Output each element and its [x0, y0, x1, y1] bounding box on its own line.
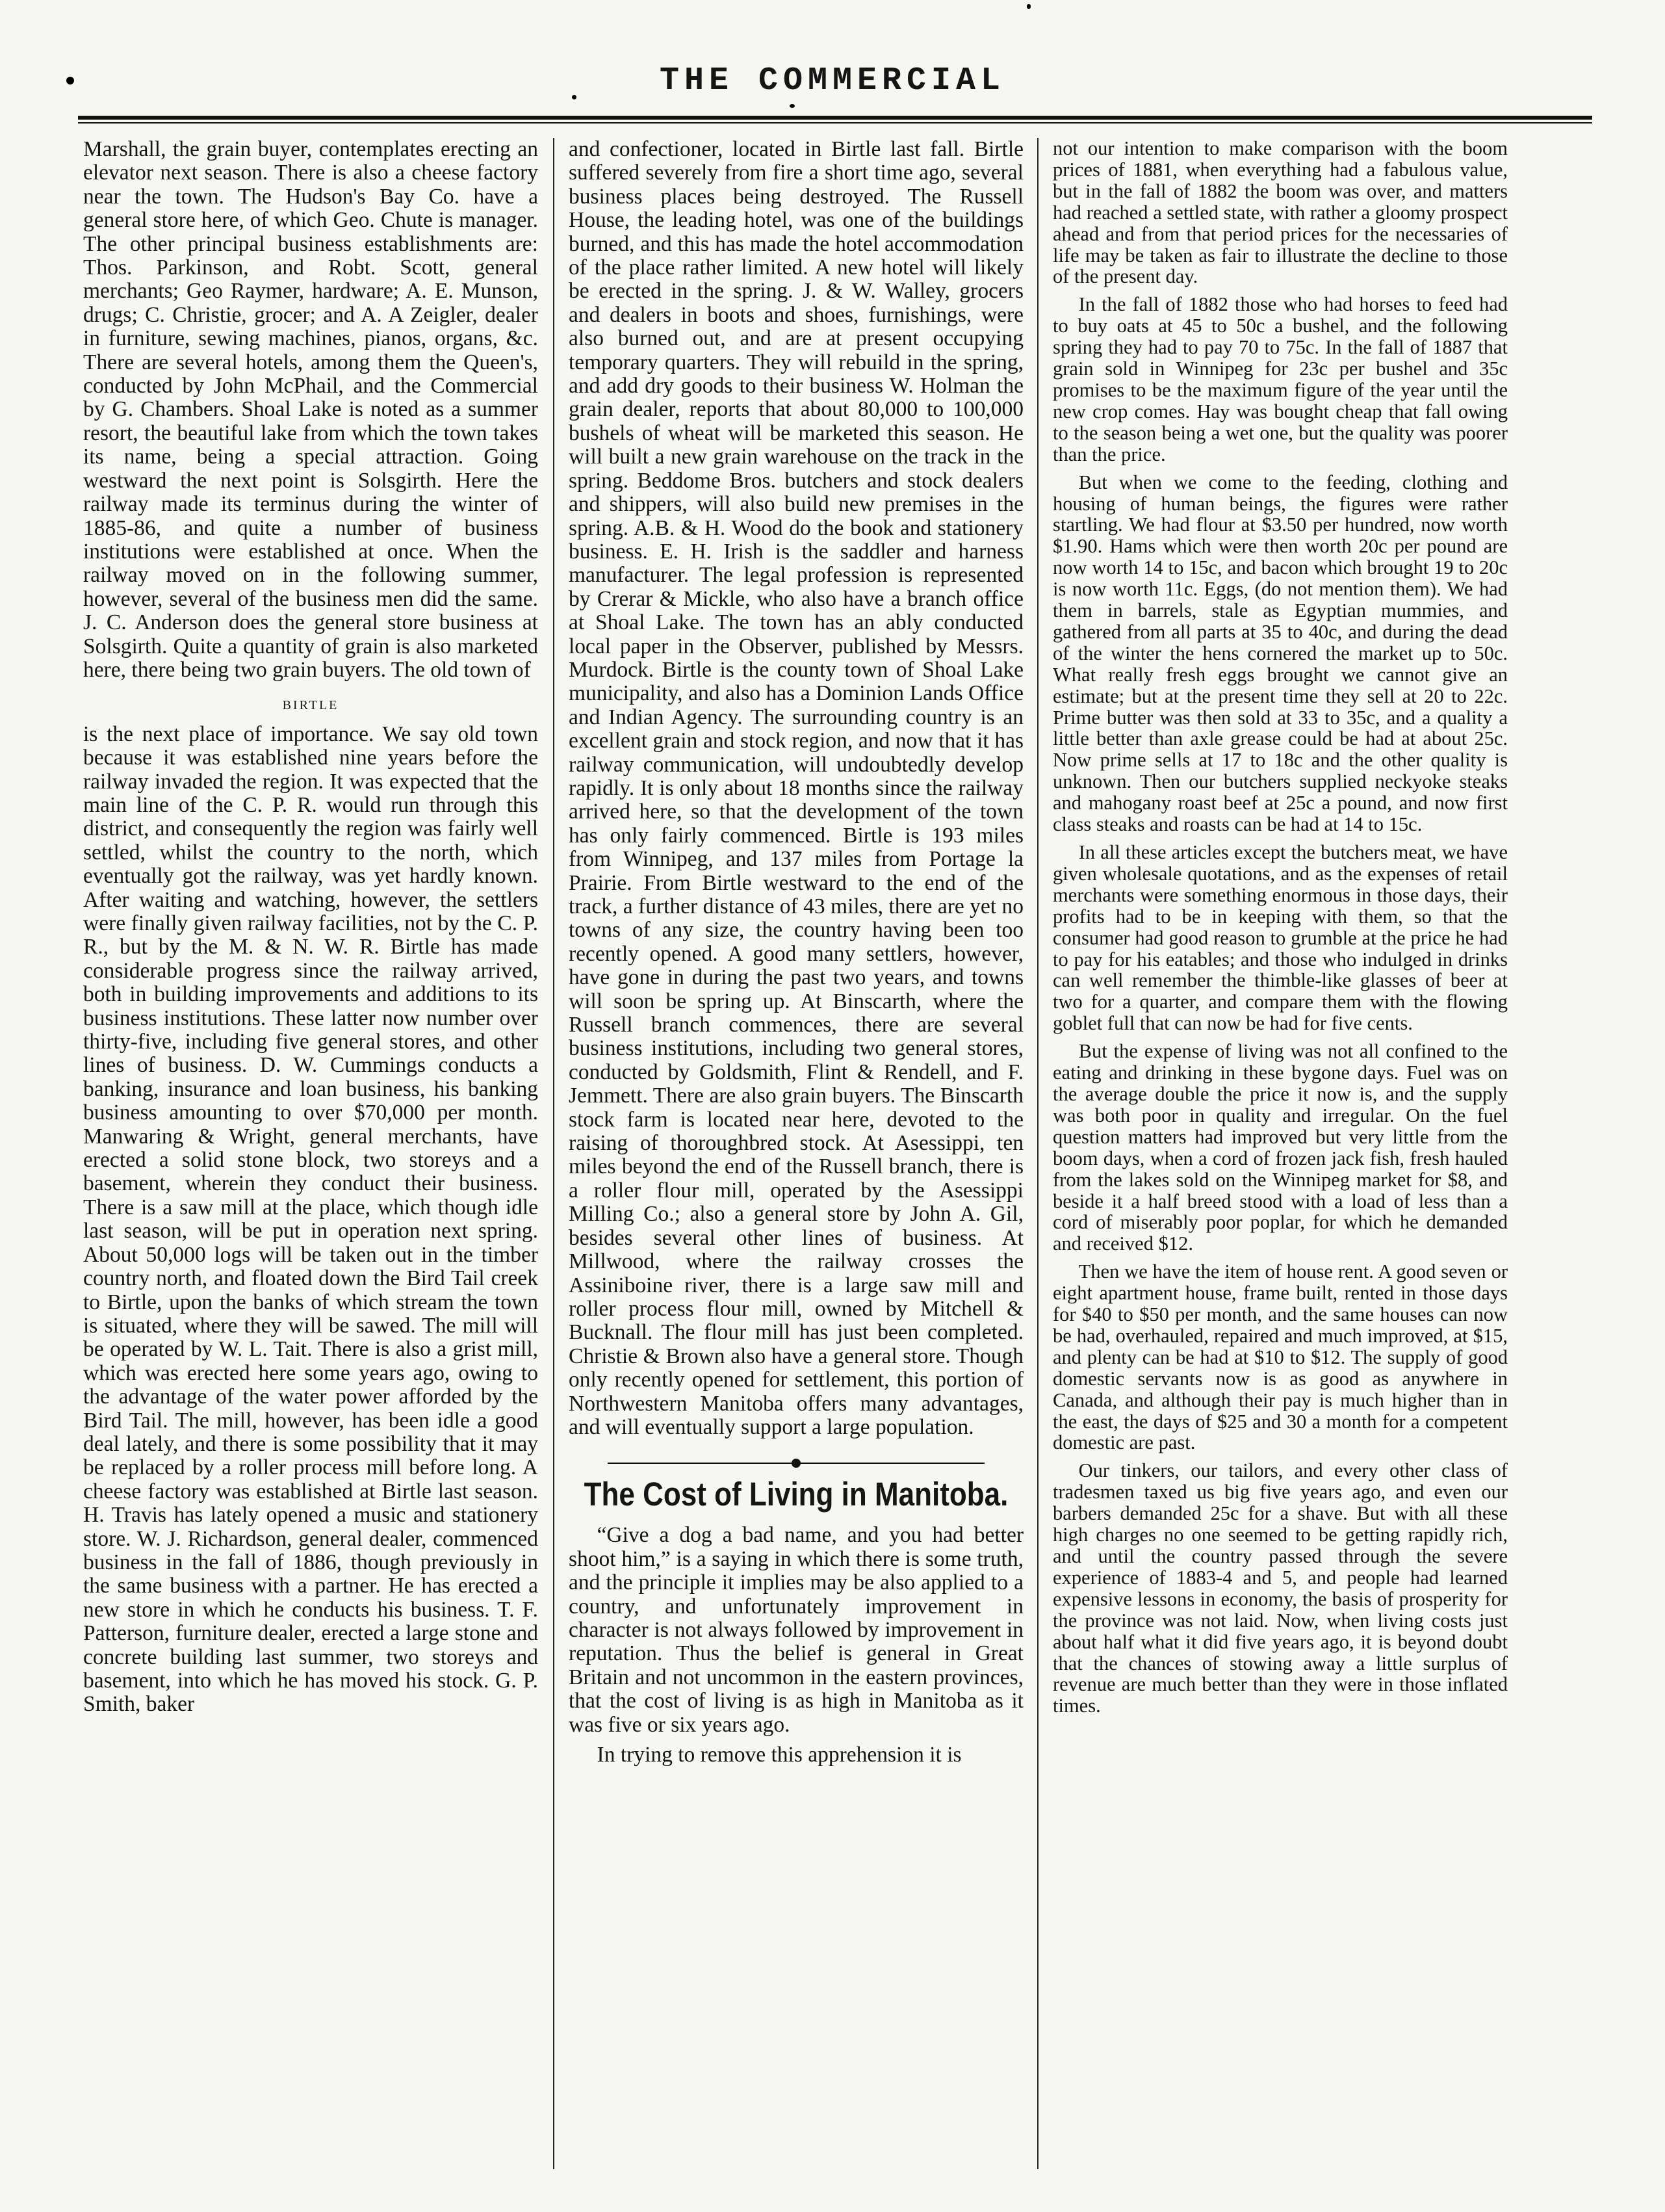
scan-speck	[572, 95, 576, 99]
page-title: THE COMMERCIAL	[659, 62, 1006, 99]
paragraph: But when we come to the feeding, clothing and housing of human beings, the figures were rather startling. We had flour at $3.50 per hundred, now worth $1.90. Hams which were then worth 20c per pound are now worth 14 to 15c, and bacon which brought 19 to 20c is now worth 11c. Eggs, (do not mention them). We had them in barrels, stale as Egyptian mummies, and gathered from all parts at 35 to 40c, and during the dead of the winter the hens cornered the market up to 50c. What really fresh eggs brought we cannot give an estimate; but at the present time they sell at 20 to 22c. Prime butter was then sold at 33 to 35c, and a quality a little better than axle grease could be had at about 25c. Now prime sells at 17 to 18c and the other quality is unknown. Then our butchers supplied neckyoke steaks and mahogany roast beef at 25c a pound, and now first class steaks and roasts can be had at 14 to 15c.	[1053, 471, 1508, 836]
column-divider-2	[1037, 138, 1039, 2169]
scan-speck	[790, 104, 795, 108]
article-heading: The Cost of Living in Manitoba.	[584, 1476, 1009, 1513]
paragraph: not our intention to make comparison with the boom prices of 1881, when everything had a fabulous value, but in the fall of 1882 the boom was over, and matters had reached a settled state, with rather a gloomy prospect ahead and from that period prices for the necessaries of life may be taken as fair to illustrate the decline to those of the present day.	[1053, 138, 1508, 288]
scan-speck	[1027, 4, 1031, 9]
scan-speck	[66, 77, 74, 85]
column-2	[569, 138, 1024, 2172]
paragraph: is the next place of importance. We say old town because it was established nine years before the railway invaded the region. It was expected that the main line of the C. P. R. would run through this district, and consequently the region was fairly well settled, whilst the country to the north, which eventually got the railway, was yet hardly known. After waiting and watching, however, the settlers were finally given railway facilities, not by the C. P. R., but by the M. & N. W. R. Birtle has made considerable progress since the railway arrived, both in building improvements and additions to its business institutions. These latter now number over thirty-five, including five general stores, and other lines of business. D. W. Cummings conducts a banking, insurance and loan business, his banking business amounting to over $70,000 per month. Manwaring & Wright, general merchants, have erected a solid stone block, two storeys and a basement, wherein they conduct their business. There is a saw mill at the place, which though idle last season, will be put in operation next spring. About 50,000 logs will be taken out in the timber country north, and floated down the Bird Tail creek to Birtle, upon the banks of which stream the town is situated, where they will be sawed. The mill will be operated by W. L. Tait. There is also a grist mill, which was erected here some years ago, owing to the advantage of the water power afforded by the Bird Tail. The mill, however, has been idle a good deal lately, and there is some possibility that it may be replaced by a roller process mill before long. A cheese factory was established at Birtle last season. H. Travis has lately opened a music and stationery store. W. J. Richardson, general dealer, commenced business in the fall of 1886, though previously in the same business with a partner. He has erected a new store in which he conducts his business. T. F. Patterson, furniture dealer, erected a large stone and concrete building last summer, two storeys and basement, into which he has moved his stock. G. P. Smith, baker	[83, 722, 538, 1717]
header-rule-thin	[78, 122, 1592, 124]
paragraph: In all these articles except the butchers meat, we have given wholesale quotations, and as the expenses of retail merchants were something enormous in those days, their profits had to be in keeping with them, so that the consumer had good reason to grumble at the price he had to pay for his eatables; and those who indulged in drinks can well remember the thimble-like glasses of beer at two for a quarter, and compare them with the flowing goblet full that can now be had for five cents.	[1053, 841, 1508, 1035]
header-rule-thick	[78, 116, 1592, 120]
paragraph: In trying to remove this apprehension it is	[597, 1743, 962, 1767]
paragraph: But the expense of living was not all confined to the eating and drinking in these bygone days. Fuel was on the average double the price it now is, and the supply was both poor in quality and irregular. On the fuel question matters had improved but very little from the boom days, when a cord of frozen jack fish, fresh hauled from the lakes sold on the Winnipeg market for $8, and beside it a half breed stood with a load of less than a cord of miserably poor poplar, for which he demanded and received $12.	[1053, 1040, 1508, 1255]
paragraph: In the fall of 1882 those who had horses to feed had to buy oats at 45 to 50c a bushel, and the following spring they had to pay 70 to 75c. In the fall of 1887 that grain sold in Winnipeg for 23c per bushel and 35c promises to be the maximum figure of the year until the new crop comes. Hay was bought cheap that fall owing to the season being a wet one, but the quality was poorer than the price.	[1053, 293, 1508, 465]
subhead-birtle: BIRTLE	[282, 698, 339, 713]
column-divider-1	[553, 138, 554, 2169]
section-divider	[608, 1457, 985, 1469]
paragraph: Marshall, the grain buyer, contemplates erecting an elevator next season. There is also a cheese factory near the town. The Hudson's Bay Co. have a general store here, of which Geo. Chute is manager. The other principal business establishments are: Thos. Parkinson, and Robt. Scott, general merchants; Geo Raymer, hardware; A. E. Munson, drugs; C. Christie, grocer; and A. A Zeigler, dealer in furniture, sewing machines, pianos, organs, &c. There are several hotels, among them the Queen's, conducted by John McPhail, and the Commercial by G. Chambers. Shoal Lake is noted as a summer resort, the beautiful lake from which the town takes its name, being a special attraction. Going westward the next point is Solsgirth. Here the railway made its terminus during the winter of 1885-86, and quite a number of business institutions were established at once. When the railway moved on in the following summer, however, several of the business men did the same. J. C. Anderson does the general store business at Solsgirth. Quite a quantity of grain is also marketed here, there being two grain buyers. The old town of	[83, 138, 538, 682]
paragraph: Our tinkers, our tailors, and every other class of tradesmen taxed us big five years ago, and even our barbers demanded 25c for a shave. But with all these high charges no one seemed to be getting rapidly rich, and until the country passed through the severe experience of 1883-4 and 5, and people had learned expensive lessons in economy, the basis of prosperity for the province was not laid. Now, when living costs just about half what it did five years ago, it is beyond doubt that the chances of stowing away a little surplus of revenue are much better than they were in those inflated times.	[1053, 1459, 1508, 1717]
paragraph: and confectioner, located in Birtle last fall. Birtle suffered severely from fire a short time ago, several business places being destroyed. The Russell House, the leading hotel, was one of the buildings burned, and this has made the hotel accommodation of the place rather limited. A new hotel will likely be erected in the spring. J. & W. Walley, grocers and dealers in boots and shoes, furnishings, were also burned out, and are at present occupying temporary quarters. They will rebuild in the spring, and add dry goods to their business W. Holman the grain dealer, reports that about 80,000 to 100,000 bushels of wheat will be marketed this season. He will built a new grain warehouse on the track in the spring. Beddome Bros. butchers and stock dealers and shippers, will also build new premises in the spring. A.B. & H. Wood do the book and stationery business. E. H. Irish is the saddler and harness manufacturer. The legal profession is represented by Crerar & Mickle, who also have a branch office at Shoal Lake. The town has an ably conducted local paper in the Observer, published by Messrs. Murdock. Birtle is the county town of Shoal Lake municipality, and also has a Dominion Lands Office and Indian Agency. The surrounding country is an excellent grain and stock region, and now that it has railway communication, will undoubtedly develop rapidly. It is only about 18 months since the railway arrived here, so that the development of the town has only fairly commenced. Birtle is 193 miles from Winnipeg, and 137 miles from Portage la Prairie. From Birtle westward to the end of the track, a further distance of 43 miles, there are yet no towns of any size, the country having been too recently opened. A good many settlers, however, have gone in during the past two years, and towns will soon be spring up. At Binscarth, where the Russell branch commences, there are several business institutions, including two general stores, conducted by Goldsmith, Flint & Rendell, and F. Jemmett. There are also grain buyers. The Binscarth stock farm is located near here, devoted to the raising of thoroughbred stock. At Asessippi, ten miles beyond the end of the Russell branch, there is a roller flour mill, operated by the Asessippi Milling Co.; also a general store by John A. Gil, besides several other lines of business. At Millwood, where the railway crosses the Assiniboine river, there is a large saw mill and roller process flour mill, owned by Mitchell & Bucknall. The flour mill has just been completed. Christie & Brown also have a general store. Though only recently opened for settlement, this portion of Northwestern Manitoba offers many advantages, and will eventually support a large population.	[569, 138, 1024, 1439]
paragraph: Then we have the item of house rent. A good seven or eight apartment house, frame built, rented in those days for $40 to $50 per month, and the same houses can now be had, overhauled, repaired and much improved, at $15, and plenty can be had at $10 to $12. The supply of good domestic servants now is as good as anywhere in Canada, and although their pay is much higher than in the east, the days of $25 and 30 a month for a competent domestic are past.	[1053, 1260, 1508, 1454]
paragraph: “Give a dog a bad name, and you had better shoot him,” is a saying in which there is some truth, and the principle it implies may be also applied to a country, and unfortunately improvement in character is not always followed by improvement in reputation. Thus the belief is general in Great Britain and not uncommon in the eastern provinces, that the cost of living is as high in Manitoba as it was five or six years ago.	[569, 1523, 1024, 1737]
column-1	[83, 138, 538, 2172]
column-3	[1053, 138, 1508, 2172]
